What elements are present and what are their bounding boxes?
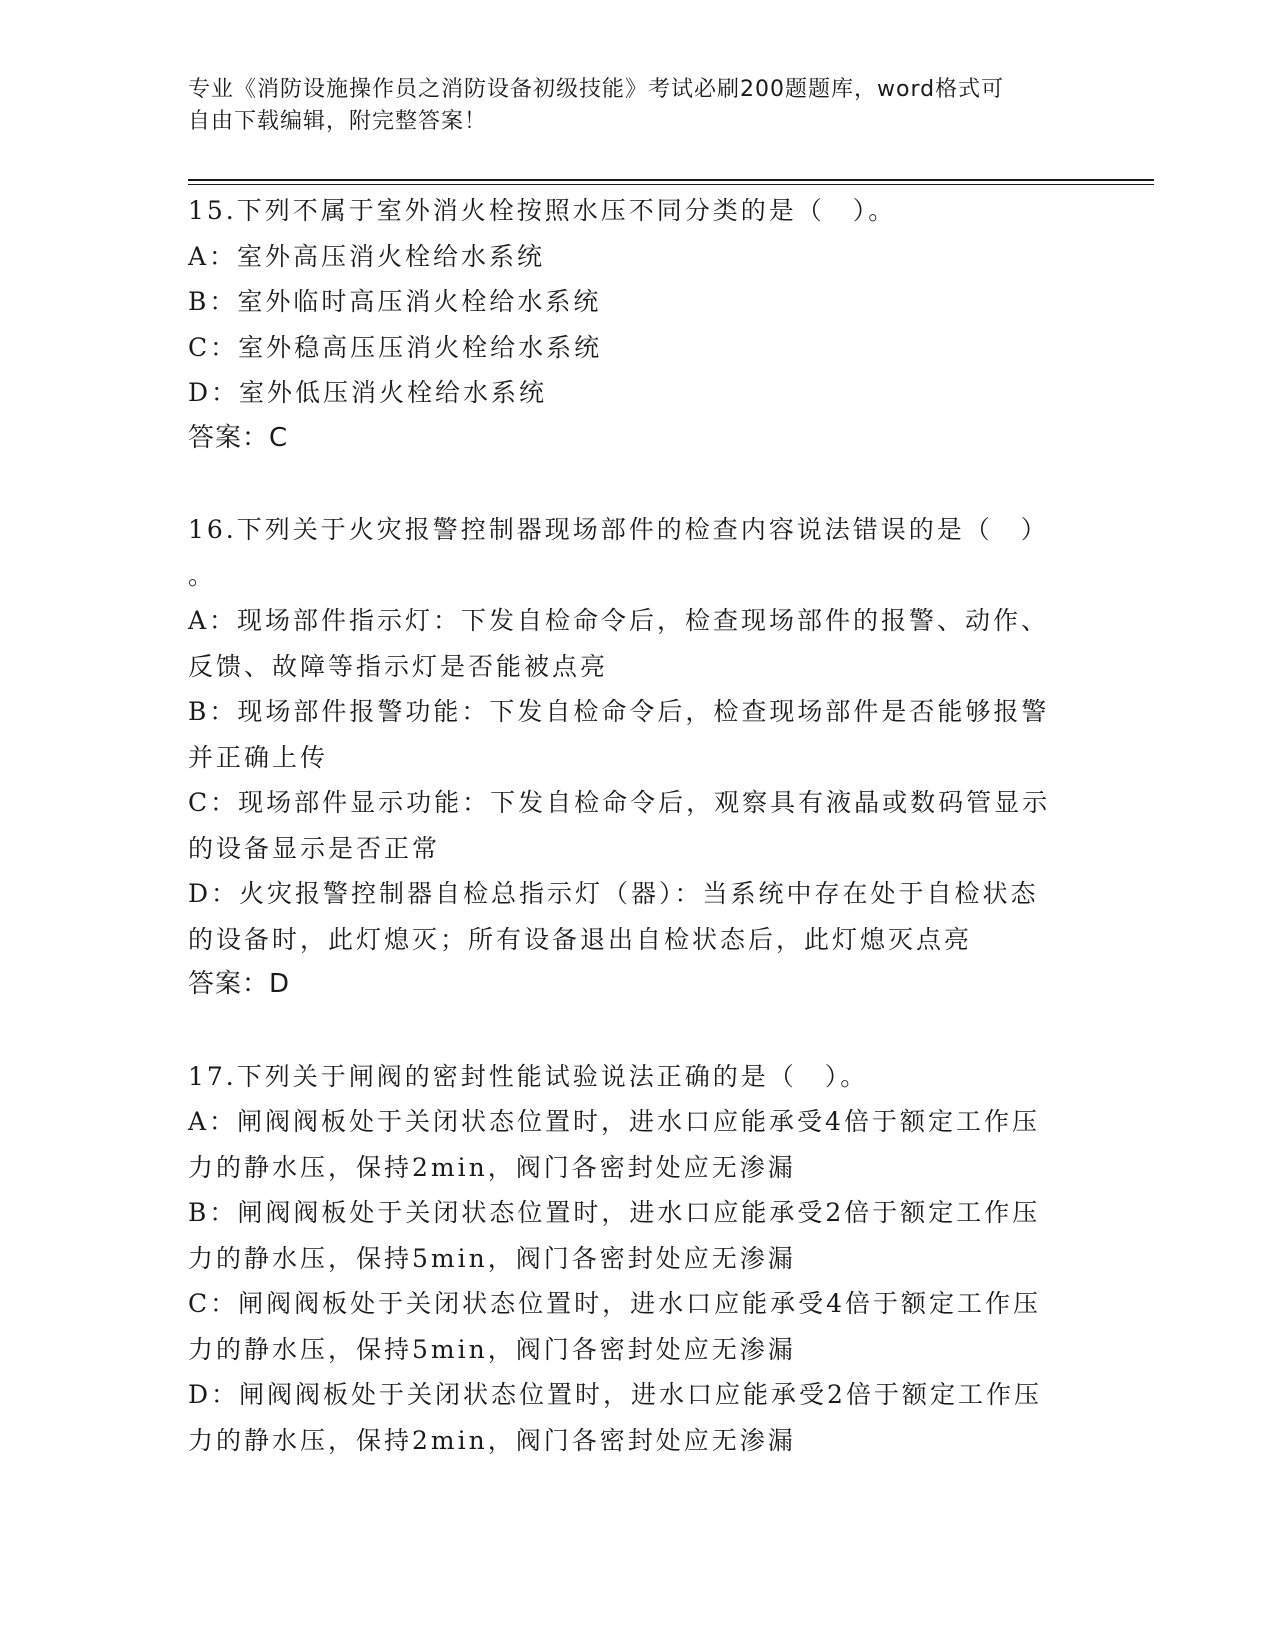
option-a-continued: 力的静水压，保持2min，阀门各密封处应无渗漏 <box>188 1152 796 1182</box>
option-a-continued: 反馈、故障等指示灯是否能被点亮 <box>188 651 609 681</box>
document-header <box>188 74 1068 138</box>
option-b-continued: 并正确上传 <box>188 742 329 772</box>
question-stem: 15.下列不属于室外消火栓按照水压不同分类的是（ ）。 <box>188 196 897 225</box>
header-line-1: 专业《消防设施操作员之消防设备初级技能》考试必刷200题题库，word格式可 <box>188 77 1005 102</box>
header-divider-thin <box>188 184 1154 185</box>
option-b-continued: 力的静水压，保持5min，阀门各密封处应无渗漏 <box>188 1243 796 1273</box>
question-stem: 17.下列关于闸阀的密封性能试验说法正确的是（ ）。 <box>188 1061 869 1091</box>
option-c: C：室外稳高压压消火栓给水系统 <box>188 332 603 362</box>
answer-label: 答案：D <box>188 969 291 999</box>
option-a: A：闸阀阀板处于关闭状态位置时，进水口应能承受4倍于额定工作压 <box>188 1107 1040 1136</box>
option-b: B：室外临时高压消火栓给水系统 <box>188 287 602 316</box>
answer-label: 答案：C <box>188 422 289 453</box>
option-a: A：室外高压消火栓给水系统 <box>188 241 546 271</box>
question-17 <box>188 1054 1088 1464</box>
option-c: C：闸阀阀板处于关闭状态位置时，进水口应能承受4倍于额定工作压 <box>188 1289 1042 1318</box>
question-spacer <box>188 1008 1088 1054</box>
header-line-2: 自由下载编辑，附完整答案！ <box>188 109 488 134</box>
option-d: D：闸阀阀板处于关闭状态位置时，进水口应能承受2倍于额定工作压 <box>188 1380 1042 1409</box>
option-d-continued: 力的静水压，保持2min，阀门各密封处应无渗漏 <box>188 1425 796 1455</box>
question-list <box>188 188 1088 1463</box>
option-a: A：现场部件指示灯：下发自检命令后，检查现场部件的报警、动作、 <box>188 606 1050 635</box>
option-c-continued: 的设备显示是否正常 <box>188 833 441 863</box>
question-16 <box>188 507 1088 1008</box>
question-15 <box>188 188 1088 461</box>
option-c-continued: 力的静水压，保持5min，阀门各密封处应无渗漏 <box>188 1334 796 1364</box>
option-c: C：现场部件显示功能：下发自检命令后，观察具有液晶或数码管显示 <box>188 788 1051 817</box>
header-divider-thick <box>188 179 1154 181</box>
option-b: B：闸阀阀板处于关闭状态位置时，进水口应能承受2倍于额定工作压 <box>188 1198 1041 1227</box>
option-d-continued: 的设备时，此灯熄灭；所有设备退出自检状态后，此灯熄灭点亮 <box>188 924 973 954</box>
option-d: D：火灾报警控制器自检总指示灯（器）：当系统中存在处于自检状态 <box>188 879 1039 908</box>
question-spacer <box>188 461 1088 507</box>
question-stem: 16.下列关于火灾报警控制器现场部件的检查内容说法错误的是（ ） <box>188 515 1049 544</box>
question-stem-continued: 。 <box>188 560 217 590</box>
option-d: D：室外低压消火栓给水系统 <box>188 378 548 407</box>
option-b: B：现场部件报警功能：下发自检命令后，检查现场部件是否能够报警 <box>188 697 1050 726</box>
